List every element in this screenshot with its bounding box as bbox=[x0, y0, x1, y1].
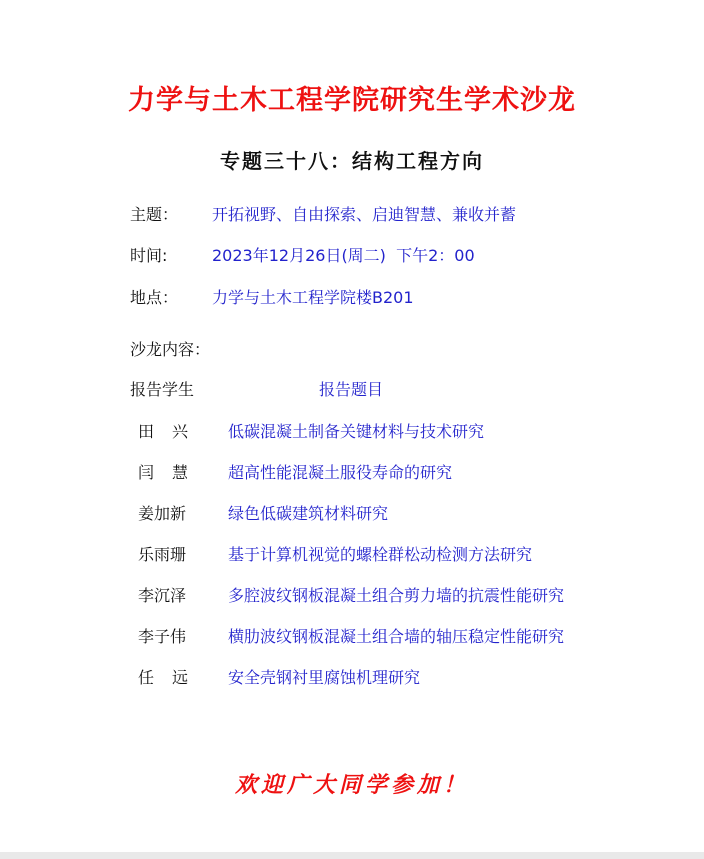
page-subtitle: 专题三十八：结构工程方向 bbox=[220, 149, 484, 173]
theme-value: 开拓视野、自由探索、启迪智慧、兼收并蓄 bbox=[212, 205, 517, 224]
report-row bbox=[138, 666, 658, 707]
report-student-name: 姜加新 bbox=[138, 504, 187, 523]
report-student-name: 闫慧 bbox=[138, 463, 207, 482]
page-title: 力学与土木工程学院研究生学术沙龙 bbox=[128, 85, 576, 116]
theme-label: 主题： bbox=[130, 205, 179, 224]
welcome-message: 欢迎广大同学参加！ bbox=[234, 772, 469, 798]
place-value: 力学与土木工程学院楼B201 bbox=[212, 288, 414, 307]
page-bottom-edge bbox=[0, 852, 704, 859]
column-header-topic: 报告题目 bbox=[319, 380, 384, 399]
time-value: 2023年12月26日(周二) 下午2：00 bbox=[212, 246, 475, 265]
report-row bbox=[138, 584, 658, 625]
report-student-name: 田兴 bbox=[138, 422, 207, 441]
report-student-name: 李子伟 bbox=[138, 627, 187, 646]
time-label: 时间: bbox=[130, 246, 168, 265]
report-row bbox=[138, 420, 658, 461]
report-topic: 绿色低碳建筑材料研究 bbox=[228, 504, 389, 523]
report-row bbox=[138, 461, 658, 502]
report-row bbox=[138, 543, 658, 584]
report-list bbox=[138, 420, 658, 707]
place-label: 地点： bbox=[130, 288, 179, 307]
report-topic: 基于计算机视觉的螺栓群松动检测方法研究 bbox=[228, 545, 533, 564]
report-student-name: 乐雨珊 bbox=[138, 545, 187, 564]
report-student-name: 任远 bbox=[138, 668, 207, 687]
report-row bbox=[138, 625, 658, 666]
content-label: 沙龙内容： bbox=[130, 340, 211, 359]
report-topic: 横肋波纹钢板混凝土组合墙的轴压稳定性能研究 bbox=[228, 627, 565, 646]
report-row bbox=[138, 502, 658, 543]
report-topic: 低碳混凝土制备关键材料与技术研究 bbox=[228, 422, 485, 441]
report-topic: 多腔波纹钢板混凝土组合剪力墙的抗震性能研究 bbox=[228, 586, 565, 605]
column-header-student: 报告学生 bbox=[130, 380, 195, 399]
report-topic: 安全壳钢衬里腐蚀机理研究 bbox=[228, 668, 421, 687]
report-topic: 超高性能混凝土服役寿命的研究 bbox=[228, 463, 453, 482]
report-student-name: 李沉泽 bbox=[138, 586, 187, 605]
